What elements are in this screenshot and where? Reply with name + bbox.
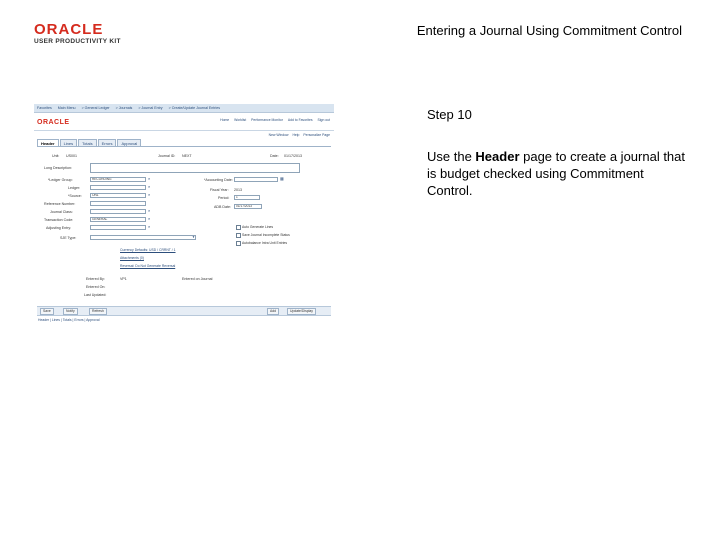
- instruction-text-after: page to create a journal that is budget checked using Commitment Control.: [427, 149, 686, 198]
- link-performance[interactable]: Performance Monitor: [251, 118, 283, 122]
- ledger-group-field[interactable]: RECORDING: [90, 177, 146, 182]
- adb-date-field[interactable]: 01/17/2013: [234, 204, 262, 209]
- instruction-text-before: Use the: [427, 149, 476, 164]
- entered-on-label: Entered On:: [86, 285, 106, 289]
- tab-totals[interactable]: Totals: [78, 139, 96, 147]
- logo-brand: ORACLE: [34, 21, 104, 38]
- menu-general-ledger[interactable]: > General Ledger: [81, 106, 110, 110]
- adb-date-label: ADB Date:: [214, 205, 231, 209]
- oracle-upk-logo: [34, 22, 154, 45]
- search-icon[interactable]: ⌕: [148, 184, 151, 189]
- menu-journal-entry[interactable]: > Journal Entry: [138, 106, 163, 110]
- save-incomplete-label: Save Journal Incomplete Status: [242, 233, 290, 237]
- entered-on-value: Entered on Journal: [182, 277, 213, 281]
- currency-defaults-link[interactable]: Currency Defaults: USD / CRRNT / 1: [120, 248, 176, 252]
- chevron-down-icon[interactable]: ▼: [192, 235, 195, 239]
- adjusting-entry-label: Adjusting Entry:: [46, 226, 72, 230]
- journal-id-value: NEXT: [182, 154, 192, 158]
- long-description-field[interactable]: [90, 163, 300, 173]
- adjusting-entry-field[interactable]: [90, 225, 146, 230]
- tab-header[interactable]: Header: [37, 139, 59, 147]
- fiscal-year-label: Fiscal Year:: [210, 188, 229, 192]
- button-bar: [37, 306, 331, 316]
- ledger-label: Ledger:: [68, 186, 81, 190]
- sje-type-label: SJE Type:: [60, 236, 77, 240]
- link-worklist[interactable]: Worklist: [234, 118, 247, 122]
- entered-by-label: Entered By:: [86, 277, 105, 281]
- brand-bar: [34, 114, 334, 131]
- instruction-bold-term: Header: [475, 149, 520, 164]
- link-personalize[interactable]: Personalize Page: [303, 133, 330, 137]
- tab-approval[interactable]: Approval: [117, 139, 141, 147]
- link-favorites[interactable]: Add to Favorites: [287, 118, 313, 122]
- last-updated-label: Last Updated:: [84, 293, 107, 297]
- attachments-link[interactable]: Attachments (0): [120, 256, 144, 260]
- accounting-date-label: *Accounting Date:: [204, 178, 233, 182]
- search-icon[interactable]: ⌕: [148, 216, 151, 221]
- link-help[interactable]: Help: [292, 133, 300, 137]
- step-instruction: [427, 148, 689, 199]
- save-incomplete-checkbox[interactable]: [236, 233, 241, 238]
- update-display-button[interactable]: Update/Display: [287, 308, 316, 315]
- refresh-button[interactable]: Refresh: [89, 308, 107, 315]
- app-logo: ORACLE: [37, 118, 70, 126]
- transaction-code-field[interactable]: GENERAL: [90, 217, 146, 222]
- step-number: Step 10: [427, 107, 472, 122]
- ledger-group-label: *Ledger Group:: [48, 178, 73, 182]
- add-button[interactable]: Add: [267, 308, 279, 315]
- link-sign-out[interactable]: Sign out: [317, 118, 330, 122]
- menu-bar: [34, 104, 334, 113]
- date-value: 01/17/2013: [284, 154, 302, 158]
- calendar-icon[interactable]: ▦: [280, 176, 284, 181]
- autobalance-checkbox[interactable]: [236, 241, 241, 246]
- sje-type-select[interactable]: [90, 235, 196, 240]
- reversal-link[interactable]: Reversal: Do Not Generate Reversal: [120, 264, 176, 268]
- search-icon[interactable]: ⌕: [148, 176, 151, 181]
- search-icon[interactable]: ⌕: [148, 224, 151, 229]
- auto-generate-label: Auto Generate Lines: [242, 225, 274, 229]
- app-screenshot: [34, 104, 334, 326]
- link-new-window[interactable]: New Window: [268, 133, 289, 137]
- journal-id-label: Journal ID:: [158, 154, 176, 158]
- search-icon[interactable]: ⌕: [148, 208, 151, 213]
- fiscal-year-value: 2013: [234, 188, 242, 192]
- transaction-code-label: Transaction Code:: [44, 218, 74, 222]
- journal-class-field[interactable]: [90, 209, 146, 214]
- top-links: [220, 118, 330, 122]
- menu-journals[interactable]: > Journals: [115, 106, 133, 110]
- source-field[interactable]: ONL: [90, 193, 146, 198]
- accounting-date-field[interactable]: [234, 177, 278, 182]
- unit-value: US001: [66, 154, 77, 158]
- period-field[interactable]: 1: [234, 195, 260, 200]
- unit-label: Unit:: [52, 154, 60, 158]
- save-button[interactable]: Save: [40, 308, 54, 315]
- document-title: Entering a Journal Using Commitment Control: [416, 23, 682, 38]
- ledger-field[interactable]: [90, 185, 146, 190]
- date-label: Date:: [270, 154, 279, 158]
- tab-lines[interactable]: Lines: [60, 139, 78, 147]
- entered-by-value: VP1: [120, 277, 127, 281]
- logo-subtitle: USER PRODUCTIVITY KIT: [34, 38, 121, 45]
- notify-button[interactable]: Notify: [63, 308, 78, 315]
- journal-class-label: Journal Class:: [50, 210, 73, 214]
- source-label: *Source:: [68, 194, 82, 198]
- menu-main[interactable]: Main Menu: [57, 106, 76, 110]
- menu-favorites[interactable]: Favorites: [37, 106, 52, 110]
- period-label: Period:: [218, 196, 230, 200]
- tab-divider: [37, 146, 331, 147]
- tab-errors[interactable]: Errors: [98, 139, 117, 147]
- long-description-label: Long Description:: [44, 166, 72, 170]
- menu-create-update[interactable]: > Create/Update Journal Entries: [168, 106, 221, 110]
- reference-number-field[interactable]: [90, 201, 146, 206]
- autobalance-label: Autobalance Intra Unit Entries: [242, 241, 288, 245]
- footer-tab-links[interactable]: Header | Lines | Totals | Errors | Approval: [38, 318, 100, 322]
- search-icon[interactable]: ⌕: [148, 192, 151, 197]
- reference-number-label: Reference Number:: [44, 202, 76, 206]
- auto-generate-checkbox[interactable]: [236, 225, 241, 230]
- link-home[interactable]: Home: [220, 118, 230, 122]
- page-links: [269, 133, 330, 137]
